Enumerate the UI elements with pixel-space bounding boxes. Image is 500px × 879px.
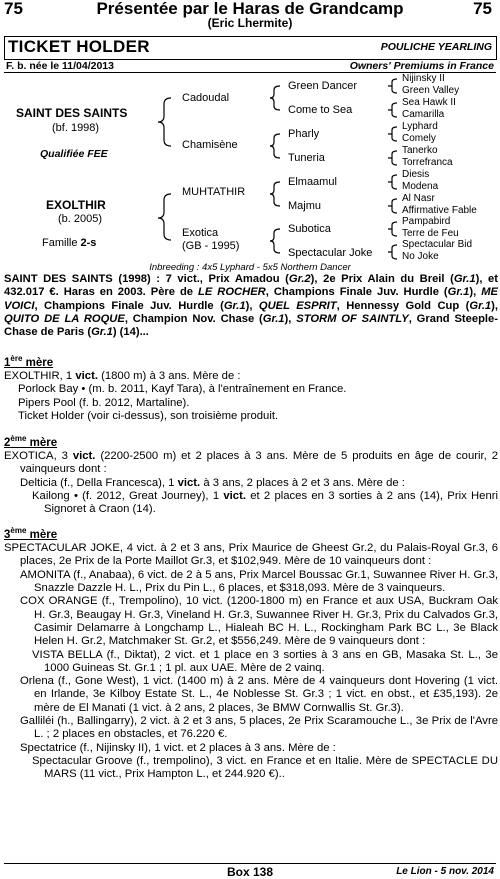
dam-name: EXOLTHIR [46,198,106,212]
second-dam-produce: Delticia (f., Della Francesca), 1 vict. à 3 ans, 2 places à 2 et 3 ans. Mère de : [20,476,405,489]
sire-paragraph: SAINT DES SAINTS (1998) : 7 vict., Prix Amadou (Gr.2), 2e Prix Alain du Breil (Gr.1), et 432.017 €. Haras en 2003. Père de LE ROCHER, Champions Finale Juv. Hurdle (Gr.1), ME VOICI, Champions Finale Juv. Hurdle (Gr.1), QUEL ESPRIT, Hennessy Gold Cup (Gr.1), QUITO DE LA ROQUE, Champion Nov. Chase (Gr.1), STORM OF SAINTLY, Grand Steeple-Chase de Paris (Gr.1) (14)... [4,273,499,339]
gen3-5: Elmaamul [288,176,337,188]
dam-dam-info: (GB - 1995) [182,240,240,252]
gen4-10: Modena [402,181,439,192]
produce-cox-orange: COX ORANGE (f., Trempolino), 10 vict. (1200-1800 m) en France et aux USA, Buckram Oak H. Gr.3, Beaugay H. Gr.3, Vineland H. Gr.3, Suwannee River H. Gr.3, Prix du Calvados Gr.3, Casimir Delamarre à Longchamp L., Hialeah BC H. L., Rockingham Park BC L., 3e Black Helen H. Gr.2, Matchmaker St. Gr.2, et $556,249. Mère de 9 vainqueurs dont : [20,595,498,648]
produce-amonita: AMONITA (f., Anabaa), 6 vict. de 2 à 5 ans, Prix Marcel Boussac Gr.1, Suwannee River H. Gr.3, Snazzle Dazzle H. L., Prix du Pin L., 6 places, et $318,093. Mère de 3 vainqueurs. [20,568,498,595]
produce-orlena: Orlena (f., Gone West), 1 vict. (1400 m) à 2 ans. Mère de 4 vainqueurs dont Hovering (1 vict. en Irlande, 3e Kilboy Estate St. L., 4e Noblesse St. Gr.3 ; 1 vict. en obst., et £35,193). 2e mère de El Manati (1 vict. à 2 ans, 2 places, 3e BMW Cornwallis St. Gr.3). [20,675,498,714]
gen4-5: Lyphard [402,121,438,132]
sire-dam: Chamisène [182,139,238,151]
gen3-4: Tuneria [288,152,325,164]
catalogue-footer [0,865,500,879]
third-dam-line: SPECTACULAR JOKE, 4 vict. à 2 et 3 ans, Prix Maurice de Gheest Gr.2, du Palais-Royal Gr.3, 6 places, 2e Prix de la Porte Maillot Gr.3, et $102,949. Mère de 10 vainqueurs dont : [4,542,498,568]
dam-dam: Exotica [182,227,219,239]
third-dam-heading: 3ème mère [4,526,58,541]
third-dam-section [4,522,498,781]
gen3-8: Spectacular Joke [288,247,373,259]
horse-name-box [4,36,497,60]
second-dam-section [4,430,498,517]
sire-name: SAINT DES SAINTS [16,106,128,120]
first-dam-section [4,350,498,423]
gen3-6: Majmu [288,200,322,212]
second-dam-heading: 2ème mère [4,434,58,449]
sale-category: POULICHE YEARLING [380,41,492,53]
gen3-7: Subotica [288,223,331,235]
gen4-13: Pampabird [402,216,451,227]
gen4-3: Sea Hawk II [402,97,456,108]
produce-spectacular-groove: Spectacular Groove (f., trempolino), 3 vict. en France et en Italie. Mère de SPECTACLE DU MARS (11 vict., Prix Hampton L., et 244.920 €).. [32,754,498,781]
horse-name: TICKET HOLDER [8,37,150,56]
gen4-7: Tanerko [402,145,438,156]
gen4-16: No Joke [402,251,439,262]
produce-vista-bella: VISTA BELLA (f., Diktat), 2 vict. et 1 place en 3 sorties à 3 ans en GB, Masaka St. L., 3e 1000 Guineas St. Gr.1 ; 1 pl. aux UAE. Mère de 2 vainq. [32,648,498,674]
gen4-9: Diesis [402,169,430,180]
first-dam-line: EXOLTHIR, 1 vict. (1800 m) à 3 ans. Mère de : [4,370,241,383]
gen3-2: Come to Sea [288,104,353,116]
sire-sire: Cadoudal [182,92,230,104]
gen4-8: Torrefranca [402,157,453,168]
catalogue-header [0,0,500,34]
dam-info: (b. 2005) [58,213,103,225]
second-dam-line: EXOTICA, 3 vict. (2200-2500 m) et 2 places à 3 ans. Mère de 5 produits en âge de courir, 2 vainqueurs dont : [4,450,498,476]
consignor-title: Présentée par le Haras de Grandcamp [96,0,404,18]
birth-info: F. b. née le 11/04/2013 [6,60,114,72]
footer-divider [4,863,496,864]
gen4-12: Affirmative Fable [402,205,477,216]
dam-sire: MUHTATHIR [182,186,246,198]
produce-1: Porlock Bay • (m. b. 2011, Kayf Tara), à l'entraînement en France. [18,383,347,396]
gen4-15: Spectacular Bid [402,239,473,250]
premiums-note: Owners' Premiums in France [349,60,494,72]
gen4-14: Terre de Feu [402,228,459,239]
gen4-11: Al Nasr [402,193,435,204]
second-dam-grandproduce: Kailong • (f. 2012, Great Journey), 1 vict. et 2 places en 3 sorties à 2 ans (14), Prix Henri Signoret à Craon (14). [32,490,498,516]
gen4-2: Green Valley [402,85,460,96]
pedigree-chart [0,72,500,272]
sire-info: (bf. 1998) [52,122,100,134]
lot-number-left: 75 [4,0,23,18]
produce-3: Ticket Holder (voir ci-dessus), son troisième produit. [18,410,279,423]
family-number: Famille 2-s [42,237,97,249]
first-dam-heading: 1ère mère [4,354,54,369]
gen3-3: Pharly [288,128,320,140]
gen4-1: Nijinsky II [402,73,445,84]
produce-gallilei: Galliléi (h., Ballingarry), 2 vict. à 2 et 3 ans, 5 places, 2e Prix Scaramouche L., 3e Prix de l'Avre L. ; 2 places en obstacles, et 76.220 €. [20,714,498,741]
sire-note: Qualifiée FEE [40,148,108,160]
gen4-6: Comely [402,133,436,144]
produce-spectatrice: Spectatrice (f., Nijinsky II), 1 vict. et 2 places à 3 ans. Mère de : [20,741,336,754]
produce-2: Pipers Pool (f. b. 2012, Martaline). [18,396,190,409]
box-number: Box 138 [226,865,274,879]
sale-location-date: Le Lion - 5 nov. 2014 [396,866,494,877]
inbreeding-note: Inbreeding : 4x5 Lyphard - 5x5 Northern Dancer [149,262,351,273]
gen4-4: Camarilla [402,109,445,120]
lot-number-right: 75 [473,0,492,18]
gen3-1: Green Dancer [288,80,358,92]
consignor-agent: (Eric Lhermite) [207,16,293,30]
